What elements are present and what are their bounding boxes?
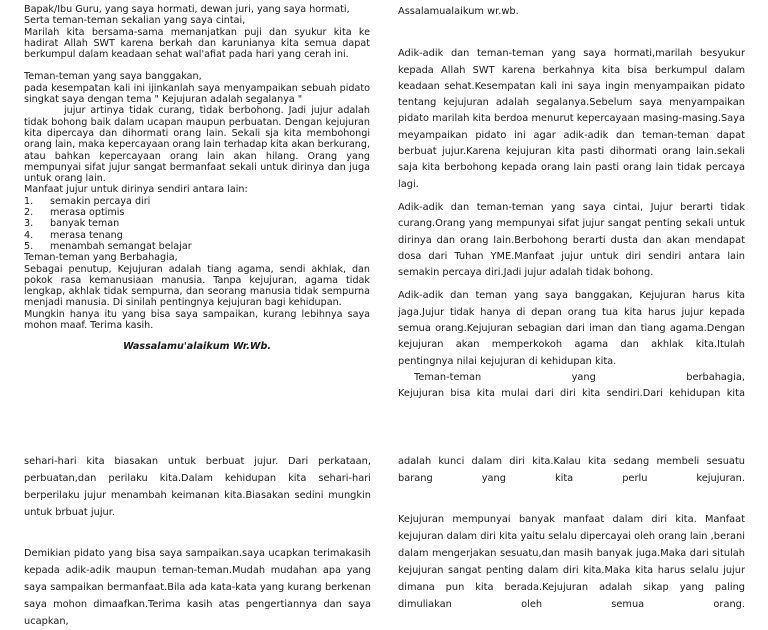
list-item: 5. menambah semangat belajar — [24, 240, 192, 252]
benefits-list — [24, 196, 370, 252]
paragraph: Demikian pidato yang bisa saya sampaikan.saya ucapkan terimakasih kepada adik-adik maupun teman-teman.Mudah mudahan apa yang saya sampaikan bermanfaat.Bila ada kata-kata yang kurang berkenan saya mohon dimaafkan.Terima kasih atas pengertiannya dan saya ucapkan, — [24, 548, 371, 627]
speech-bottom-left — [24, 453, 371, 630]
greeting-line: Marilah kita bersama-sama memanjatkan puji dan syukur kita ke hadirat Allah SWT karena berkah dan karunianya kita semua dapat berkumpul dalam keadaan sehat wal'afiat pada hari yang cerah ini. — [24, 26, 370, 61]
paragraph: Adik-adik dan teman-teman yang saya cintai, Jujur berarti tidak curang.Orang yang mempunyai sifat jujur sangat penting sekali untuk dirinya dan orang lain.Berbohong berarti dusta dan akan mendapat dosa dari Tuhan YME.Manfaat jujur untuk diri sendiri antara lain semakin percaya diri.Jadi jujur adalah tidak bohong. — [398, 201, 745, 279]
intro-paragraph: pada kesempatan kali ini ijinkanlah saya menyampaikan sebuah pidato singkat saya dengan tema " Kejujuran adalah segalanya " — [24, 82, 370, 106]
signoff: Wassalamu'alaikum Wr.Wb. — [122, 341, 272, 353]
paragraph: Kejujuran bisa kita mulai dari diri kita sendiri.Dari kehidupan kita — [398, 388, 745, 400]
benefits-title: Manfaat jujur untuk dirinya sendiri antara lain: — [24, 184, 248, 196]
greeting-line: Bapak/Ibu Guru, yang saya hormati, dewan juri, yang saya hormati, — [24, 4, 350, 15]
speech-top-left — [24, 4, 370, 353]
speech-bottom-right — [398, 453, 745, 613]
paragraph: adalah kunci dalam diri kita.Kalau kita sedang membeli sesuatu barang yang kita perlu kejujuran. — [398, 456, 745, 484]
list-item: 2. merasa optimis — [24, 207, 125, 219]
paragraph: Adik-adik dan teman yang saya banggakan, Kejujuran harus kita jaga.Jujur tidak hanya di depan orang tua kita harus jujur kepada semua orang.Kejujuran sebagian dari iman dan tiang agama.Dengan kejujuran akan memperkokoh agama dan akhlak kita.Itulah pentingnya nilai kejujuran di kehidupan kita. — [398, 290, 745, 367]
greeting-line: Serta teman-teman sekalian yang saya cintai, — [24, 15, 246, 27]
opening-address: Teman-teman yang saya banggakan, — [24, 71, 202, 83]
paragraph: sehari-hari kita biasakan untuk berbuat jujur. Dari perkataan, perbuatan,dan perilaku kita.Dalam kehidupan kita sehari-hari berperilaku jujur menambah keimanan kita.Biasakan sedini mungkin untuk brbuat jujur. — [24, 456, 371, 518]
apology-paragraph: Mungkin hanya itu yang bisa saya sampaikan, kurang lebihnya saya mohon maaf. Terima kasih. — [24, 308, 370, 332]
paragraph: Adik-adik dan teman-teman yang saya hormati,marilah besyukur kepada Allah SWT karena berkahnya kita bisa berkumpul dalam keadaan sehat.Kesempatan kali ini saya ingin menyampaikan pidato tentang kejujuran adalah segalanya.Sebelum saya menyampaikan pidato marilah kita berdoa menurut kepercayaan masing-masing.Saya meyampaikan pidato ini agar adik-adik dan teman-teman dapat berbuat jujur.Karena kejujuran kita pasti dihormati orang lain.sekali saja kita berbohong kepada orang lain pasti orang lain tidak percaya lagi. — [398, 48, 745, 190]
paragraph: Kejujuran mempunyai banyak manfaat dalam diri kita. Manfaat kejujuran dalam diri kita yaitu selalu dipercayai oleh orang lain ,berani dalam mengerjakan sesuatu,dan masih banyak juga.Maka dari situlah kejujuran sangat penting dalam diri kita.Maka kita harus selalu jujur dimana pun kita berada.Kejujuran adalah sikap yang paling dimuliakan oleh semua orang. — [398, 514, 745, 610]
closing-paragraph: Sebagai penutup, Kejujuran adalah tiang agama, sendi akhlak, dan pokok rasa kemanusiaan manusia. Tanpa kejujuran, agama tidak lengkap, akhlak tidak sempurna, dan seorang manusia tidak sempurna menjadi manusia. Di sinilah pentingnya kejujuran bagi kehidupan. — [24, 263, 370, 309]
list-item: 1. semakin percaya diri — [24, 195, 151, 207]
list-item: 4. merasa tenang — [24, 229, 123, 241]
speech-top-right — [398, 4, 745, 403]
list-item: 3. banyak teman — [24, 218, 120, 230]
address-line: Teman-teman yang Berbahagia, — [24, 252, 178, 264]
address-line: Teman-teman yang berbahagia, — [414, 371, 745, 383]
body-paragraph: jujur artinya tidak curang, tidak berbohong. Jadi jujur adalah tidak bohong baik dalam ucapan maupun perbuatan. Dengan kejujuran kita dipercaya dan dihormati orang lain. Sekali sja kita membohongi orang lain, maka kepercayaan orang lain terhadap kita akan berkurang, atau bahkan kepercayaan orang lain akan hilang. Orang yang mempunyai sifat jujur sangat bermanfaat sekali untuk dirinya dan juga untuk orang lain. — [24, 105, 370, 185]
salutation: Assalamualaikum wr.wb. — [398, 6, 519, 17]
